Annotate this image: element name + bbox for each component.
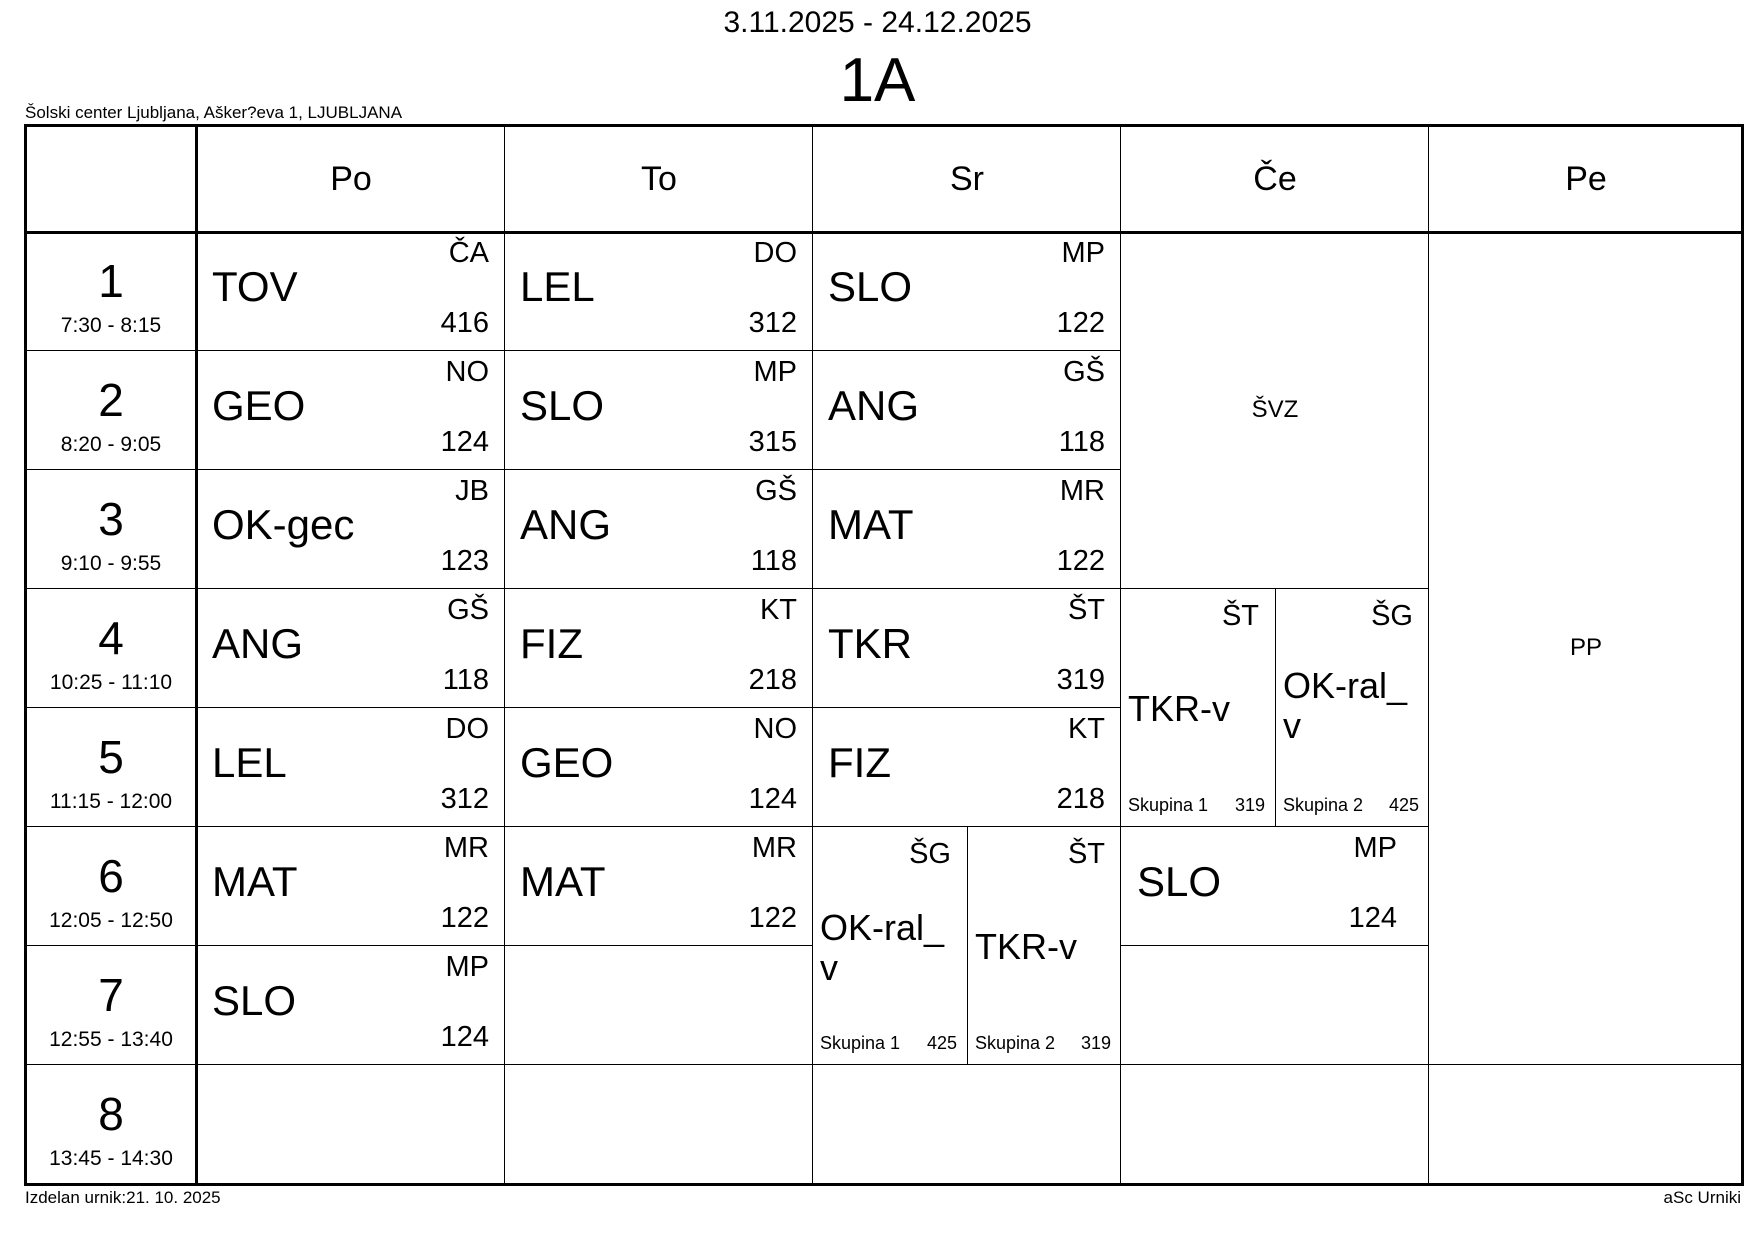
group-subject-continued: v [1283, 705, 1301, 746]
lesson-teacher: GŠ [1063, 356, 1105, 388]
lesson-room: 416 [440, 307, 489, 339]
lesson-room: 122 [748, 902, 797, 934]
lesson-subject: SLO [828, 263, 913, 310]
group-room: 319 [1234, 795, 1265, 815]
lesson-subject: MAT [520, 858, 606, 905]
lesson-room: 122 [1056, 545, 1105, 577]
lesson-teacher: MP [753, 356, 797, 388]
lesson-room: 312 [440, 783, 489, 815]
cell-divider [505, 945, 813, 946]
lesson-subject: ANG [520, 501, 612, 548]
day-header-ce: Če [1253, 160, 1297, 198]
cell-divider [1429, 1064, 1743, 1065]
lesson-cell[interactable] [505, 588, 813, 707]
lesson-room: 218 [1056, 783, 1105, 815]
lesson-room: 319 [1056, 664, 1105, 696]
lesson-subject: FIZ [828, 739, 891, 786]
lesson-subject: TOV [212, 263, 298, 310]
day-header-po: Po [330, 160, 372, 198]
period-time: 10:25 - 11:10 [49, 671, 173, 694]
lesson-subject: OK-gec [212, 501, 355, 548]
lesson-teacher: KT [1067, 713, 1105, 745]
lesson-room: 315 [748, 426, 797, 458]
lesson-teacher: DO [753, 237, 797, 269]
lesson-subject: TKR [828, 620, 912, 667]
lesson-teacher: MP [445, 951, 489, 983]
group-label: Skupina 1 [1128, 795, 1209, 815]
lesson-subject: GEO [520, 739, 614, 786]
group-teacher: ŠG [1371, 600, 1413, 632]
group-room: 425 [1388, 795, 1419, 815]
period-number: 2 [98, 374, 124, 426]
period-time: 12:55 - 13:40 [49, 1028, 173, 1051]
period-8 [26, 1064, 196, 1183]
lesson-cell[interactable] [197, 707, 505, 826]
day-header-pe: Pe [1565, 160, 1607, 198]
lesson-room: 124 [440, 426, 489, 458]
period-5 [26, 707, 196, 826]
lesson-cell[interactable] [505, 350, 813, 469]
lesson-room: 123 [440, 545, 489, 577]
period-2 [26, 350, 196, 469]
group-label: Skupina 2 [975, 1033, 1056, 1053]
lesson-teacher: GŠ [447, 594, 489, 626]
group-teacher: ŠT [1221, 600, 1259, 632]
lesson-subject: SLO [1137, 858, 1222, 905]
lesson-teacher: NO [445, 356, 489, 388]
period-number: 5 [98, 731, 124, 783]
period-number: 6 [98, 850, 124, 902]
lesson-subject: FIZ [520, 620, 583, 667]
lesson-teacher: MR [1059, 475, 1105, 507]
period-time: 13:45 - 14:30 [49, 1147, 173, 1170]
group-subject: TKR-v [1128, 688, 1230, 729]
group-label: Skupina 1 [820, 1033, 901, 1053]
lesson-room: 124 [748, 783, 797, 815]
group-subject: OK-ral_ [1283, 665, 1408, 706]
lesson-cell[interactable] [197, 826, 505, 945]
group-subject: TKR-v [975, 926, 1077, 967]
period-3 [26, 469, 196, 588]
lesson-cell[interactable] [505, 469, 813, 588]
brand-label: aSc Urniki [1663, 1188, 1741, 1207]
lesson-subject: GEO [212, 382, 306, 429]
period-time: 8:20 - 9:05 [60, 433, 162, 456]
lesson-teacher: KT [759, 594, 797, 626]
period-number: 1 [98, 255, 124, 307]
lesson-subject: ANG [828, 382, 920, 429]
lesson-subject: MAT [212, 858, 298, 905]
cell-divider [1121, 945, 1429, 946]
lesson-cell[interactable] [505, 826, 813, 945]
lesson-cell[interactable] [1121, 826, 1429, 945]
lesson-subject: SLO [520, 382, 605, 429]
group-cell[interactable] [1276, 588, 1429, 826]
period-time: 7:30 - 8:15 [60, 314, 162, 337]
lesson-teacher: ČA [448, 237, 489, 269]
lesson-teacher: MR [751, 832, 797, 864]
lesson-room: 122 [440, 902, 489, 934]
lesson-cell[interactable] [197, 350, 505, 469]
group-cell[interactable] [1121, 588, 1275, 826]
period-4 [26, 588, 196, 707]
lesson-cell[interactable] [197, 588, 505, 707]
period-6 [26, 826, 196, 945]
lesson-teacher: MP [1061, 237, 1105, 269]
period-1 [26, 231, 196, 350]
lesson-cell[interactable] [813, 707, 1121, 826]
day-header-to: To [641, 160, 677, 198]
block-lesson-pp[interactable]: PP [1569, 634, 1602, 661]
cell-divider [1121, 1064, 1429, 1065]
lesson-teacher: MR [443, 832, 489, 864]
period-time: 9:10 - 9:55 [60, 552, 162, 575]
lesson-cell[interactable] [813, 231, 1121, 350]
grid-bottom-border [24, 1183, 1744, 1186]
lesson-room: 124 [440, 1021, 489, 1053]
period-7 [26, 945, 196, 1064]
group-teacher: ŠT [1067, 838, 1105, 870]
lesson-cell[interactable] [813, 588, 1121, 707]
lesson-subject: SLO [212, 977, 297, 1024]
lesson-room: 118 [442, 664, 489, 696]
group-label: Skupina 2 [1283, 795, 1364, 815]
period-number: 3 [98, 493, 124, 545]
group-cell[interactable] [813, 826, 967, 1064]
lesson-room: 118 [750, 545, 797, 577]
lesson-cell[interactable] [505, 231, 813, 350]
lesson-teacher: NO [753, 713, 797, 745]
block-lesson-svz[interactable]: ŠVZ [1251, 396, 1299, 423]
lesson-teacher: JB [455, 475, 489, 507]
period-number: 7 [98, 969, 124, 1021]
lesson-teacher: ŠT [1067, 594, 1105, 626]
class-title: 1A [839, 46, 916, 115]
lesson-cell[interactable] [505, 707, 813, 826]
created-date: Izdelan urnik:21. 10. 2025 [25, 1188, 221, 1207]
group-subject: OK-ral_ [820, 907, 945, 948]
lesson-subject: ANG [212, 620, 304, 667]
group-teacher: ŠG [909, 838, 951, 870]
cell-divider [505, 1064, 813, 1065]
lesson-room: 312 [748, 307, 797, 339]
lesson-room: 122 [1056, 307, 1105, 339]
lesson-room: 118 [1058, 426, 1105, 458]
lesson-cell[interactable] [197, 469, 505, 588]
lesson-cell[interactable] [197, 945, 505, 1064]
lesson-subject: MAT [828, 501, 914, 548]
lesson-teacher: MP [1353, 832, 1397, 864]
period-time: 11:15 - 12:00 [49, 790, 173, 813]
period-number: 4 [98, 612, 124, 664]
lesson-teacher: DO [445, 713, 489, 745]
day-header-sr: Sr [950, 160, 984, 198]
group-room: 319 [1080, 1033, 1111, 1053]
lesson-subject: LEL [520, 263, 595, 310]
lesson-room: 218 [748, 664, 797, 696]
cell-divider [197, 1064, 505, 1065]
group-cell[interactable] [968, 826, 1121, 1064]
lesson-subject: LEL [212, 739, 287, 786]
school-name: Šolski center Ljubljana, Ašker?eva 1, LJUBLJANA [25, 103, 403, 122]
lesson-room: 124 [1348, 902, 1397, 934]
lesson-cell[interactable] [813, 469, 1121, 588]
period-number: 8 [98, 1088, 124, 1140]
period-time: 12:05 - 12:50 [49, 909, 173, 932]
group-room: 425 [926, 1033, 957, 1053]
group-subject-continued: v [820, 947, 838, 988]
lesson-cell[interactable] [197, 231, 505, 350]
date-range: 3.11.2025 - 24.12.2025 [723, 6, 1032, 39]
cell-divider [813, 1064, 1121, 1065]
lesson-teacher: GŠ [755, 475, 797, 507]
lesson-cell[interactable] [813, 350, 1121, 469]
